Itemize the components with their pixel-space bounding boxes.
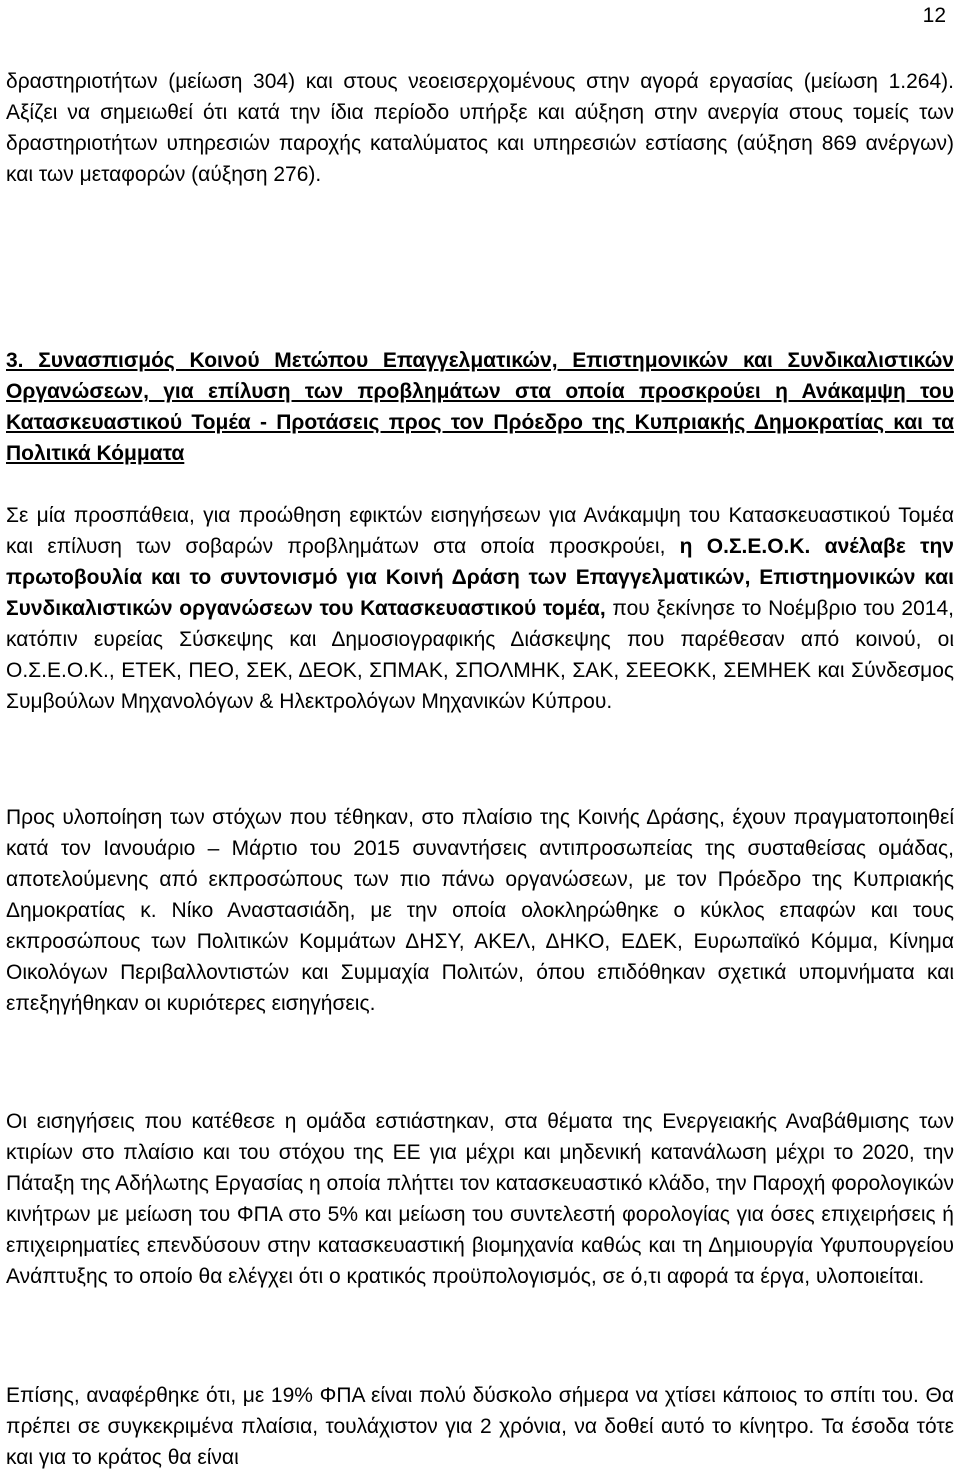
- page-number: 12: [922, 4, 946, 27]
- joint-action-bold-text: η Ο.Σ.Ε.Ο.Κ. ανέλαβε την πρωτοβουλία και το συντονισμό για Κοινή Δράση των Επαγγελματικών, Επιστημονικών και Συνδικαλιστικών οργανώσεων του Κατασκευαστικού τομέα,: [6, 535, 954, 620]
- paragraph-vat: Επίσης, αναφέρθηκε ότι, με 19% ΦΠΑ είναι πολύ δύσκολο σήμερα να χτίσει κάποιος το σπίτι του. Θα πρέπει σε συγκεκριμένα πλαίσια, τουλάχιστον για 2 χρόνια, να δοθεί αυτό το κίνητρο. Τα έσοδα τότε και για το κράτος θα είναι: [6, 1384, 954, 1469]
- joint-action-text-2: που ξεκίνησε το Νοέμβριο του 2014, κατόπιν ευρείας Σύσκεψης και Δημοσιογραφικής Διάσκεψης που παρέθεσαν από κοινού, οι Ο.Σ.Ε.Ο.Κ., ΕΤΕΚ, ΠΕΟ, ΣΕΚ, ΔΕΟΚ, ΣΠΜΑΚ, ΣΠΟΛΜΗΚ, ΣΑΚ, ΣΕΕΟΚΚ, ΣΕΜΗΕΚ και Σύνδεσμος Συμβούλων Μηχανολόγων & Ηλεκτρολόγων Μηχανικών Κύπρου.: [6, 597, 954, 713]
- joint-action-text-1: Σε μία προσπάθεια, για προώθηση εφικτών εισηγήσεων για Ανάκαμψη του Κατασκευαστικού Τομέα και επίλυση των σοβαρών προβλημάτων στα οποία προσκρούει,: [6, 504, 954, 558]
- paragraph-unemployment-continued: δραστηριοτήτων (μείωση 304) και στους νεοεισερχομένους στην αγορά εργασίας (μείωση 1.264). Αξίζει να σημειωθεί ότι κατά την ίδια περίοδο υπήρξε και αύξηση στην ανεργία στους τομείς των δραστηριοτήτων υπηρεσιών παροχής καταλύματος και υπηρεσιών εστίασης (αύξηση 869 ανέργων) και των μεταφορών (αύξηση 276).: [6, 70, 954, 186]
- paragraph-proposals: Οι εισηγήσεις που κατέθεσε η ομάδα εστιάστηκαν, στα θέματα της Ενεργειακής Αναβάθμισης των κτιρίων στο πλαίσιο και του στόχου της ΕΕ για μέχρι και μηδενική κατανάλωση μέχρι το 2020, την Πάταξη της Αδήλωτης Εργασίας η οποία πλήττει τον κατασκευαστικό κλάδο, την Παροχή φορολογικών κινήτρων με μείωση του ΦΠΑ στο 5% και μείωση του συντελεστή φορολογίας για όσες επιχειρήσεις ή επιχειρηματίες επενδύσουν στην κατασκευαστική βιομηχανία καθώς και τη Δημιουργία Υφυπουργείου Ανάπτυξης το οποίο θα ελέγχει ότι ο κρατικός προϋπολογισμός, σε ό,τι αφορά τα έργα, υλοποιείται.: [6, 1110, 954, 1288]
- paragraph-meetings: Προς υλοποίηση των στόχων που τέθηκαν, στο πλαίσιο της Κοινής Δράσης, έχουν πραγματοποιηθεί κατά τον Ιανουάριο – Μάρτιο του 2015 συναντήσεις αντιπροσωπείας της συσταθείσας ομάδας, αποτελούμενης από εκπροσώπους των πιο πάνω οργανώσεων, με τον Πρόεδρο της Κυπριακής Δημοκρατίας κ. Νίκο Αναστασιάδη, με την οποία ολοκληρώθηκε ο κύκλος επαφών και τους εκπροσώπους των Πολιτικών Κομμάτων ΔΗΣΥ, ΑΚΕΛ, ΔΗΚΟ, ΕΔΕΚ, Ευρωπαϊκό Κόμμα, Κίνημα Οικολόγων Περιβαλλοντιστών και Συμμαχία Πολιτών, όπου επιδόθηκαν σχετικά υπομνήματα και επεξηγήθηκαν οι κυριότερες εισηγήσεις.: [6, 806, 954, 1015]
- section-heading-3: 3. Συνασπισμός Κοινού Μετώπου Επαγγελματικών, Επιστημονικών και Συνδικαλιστικών Οργανώσεων, για επίλυση των προβλημάτων στα οποία προσκρούει η Ανάκαμψη του Κατασκευαστικού Τομέα - Προτάσεις προς τον Πρόεδρο της Κυπριακής Δημοκρατίας και τα Πολιτικά Κόμματα: [6, 349, 954, 465]
- paragraph-joint-action: [6, 500, 954, 717]
